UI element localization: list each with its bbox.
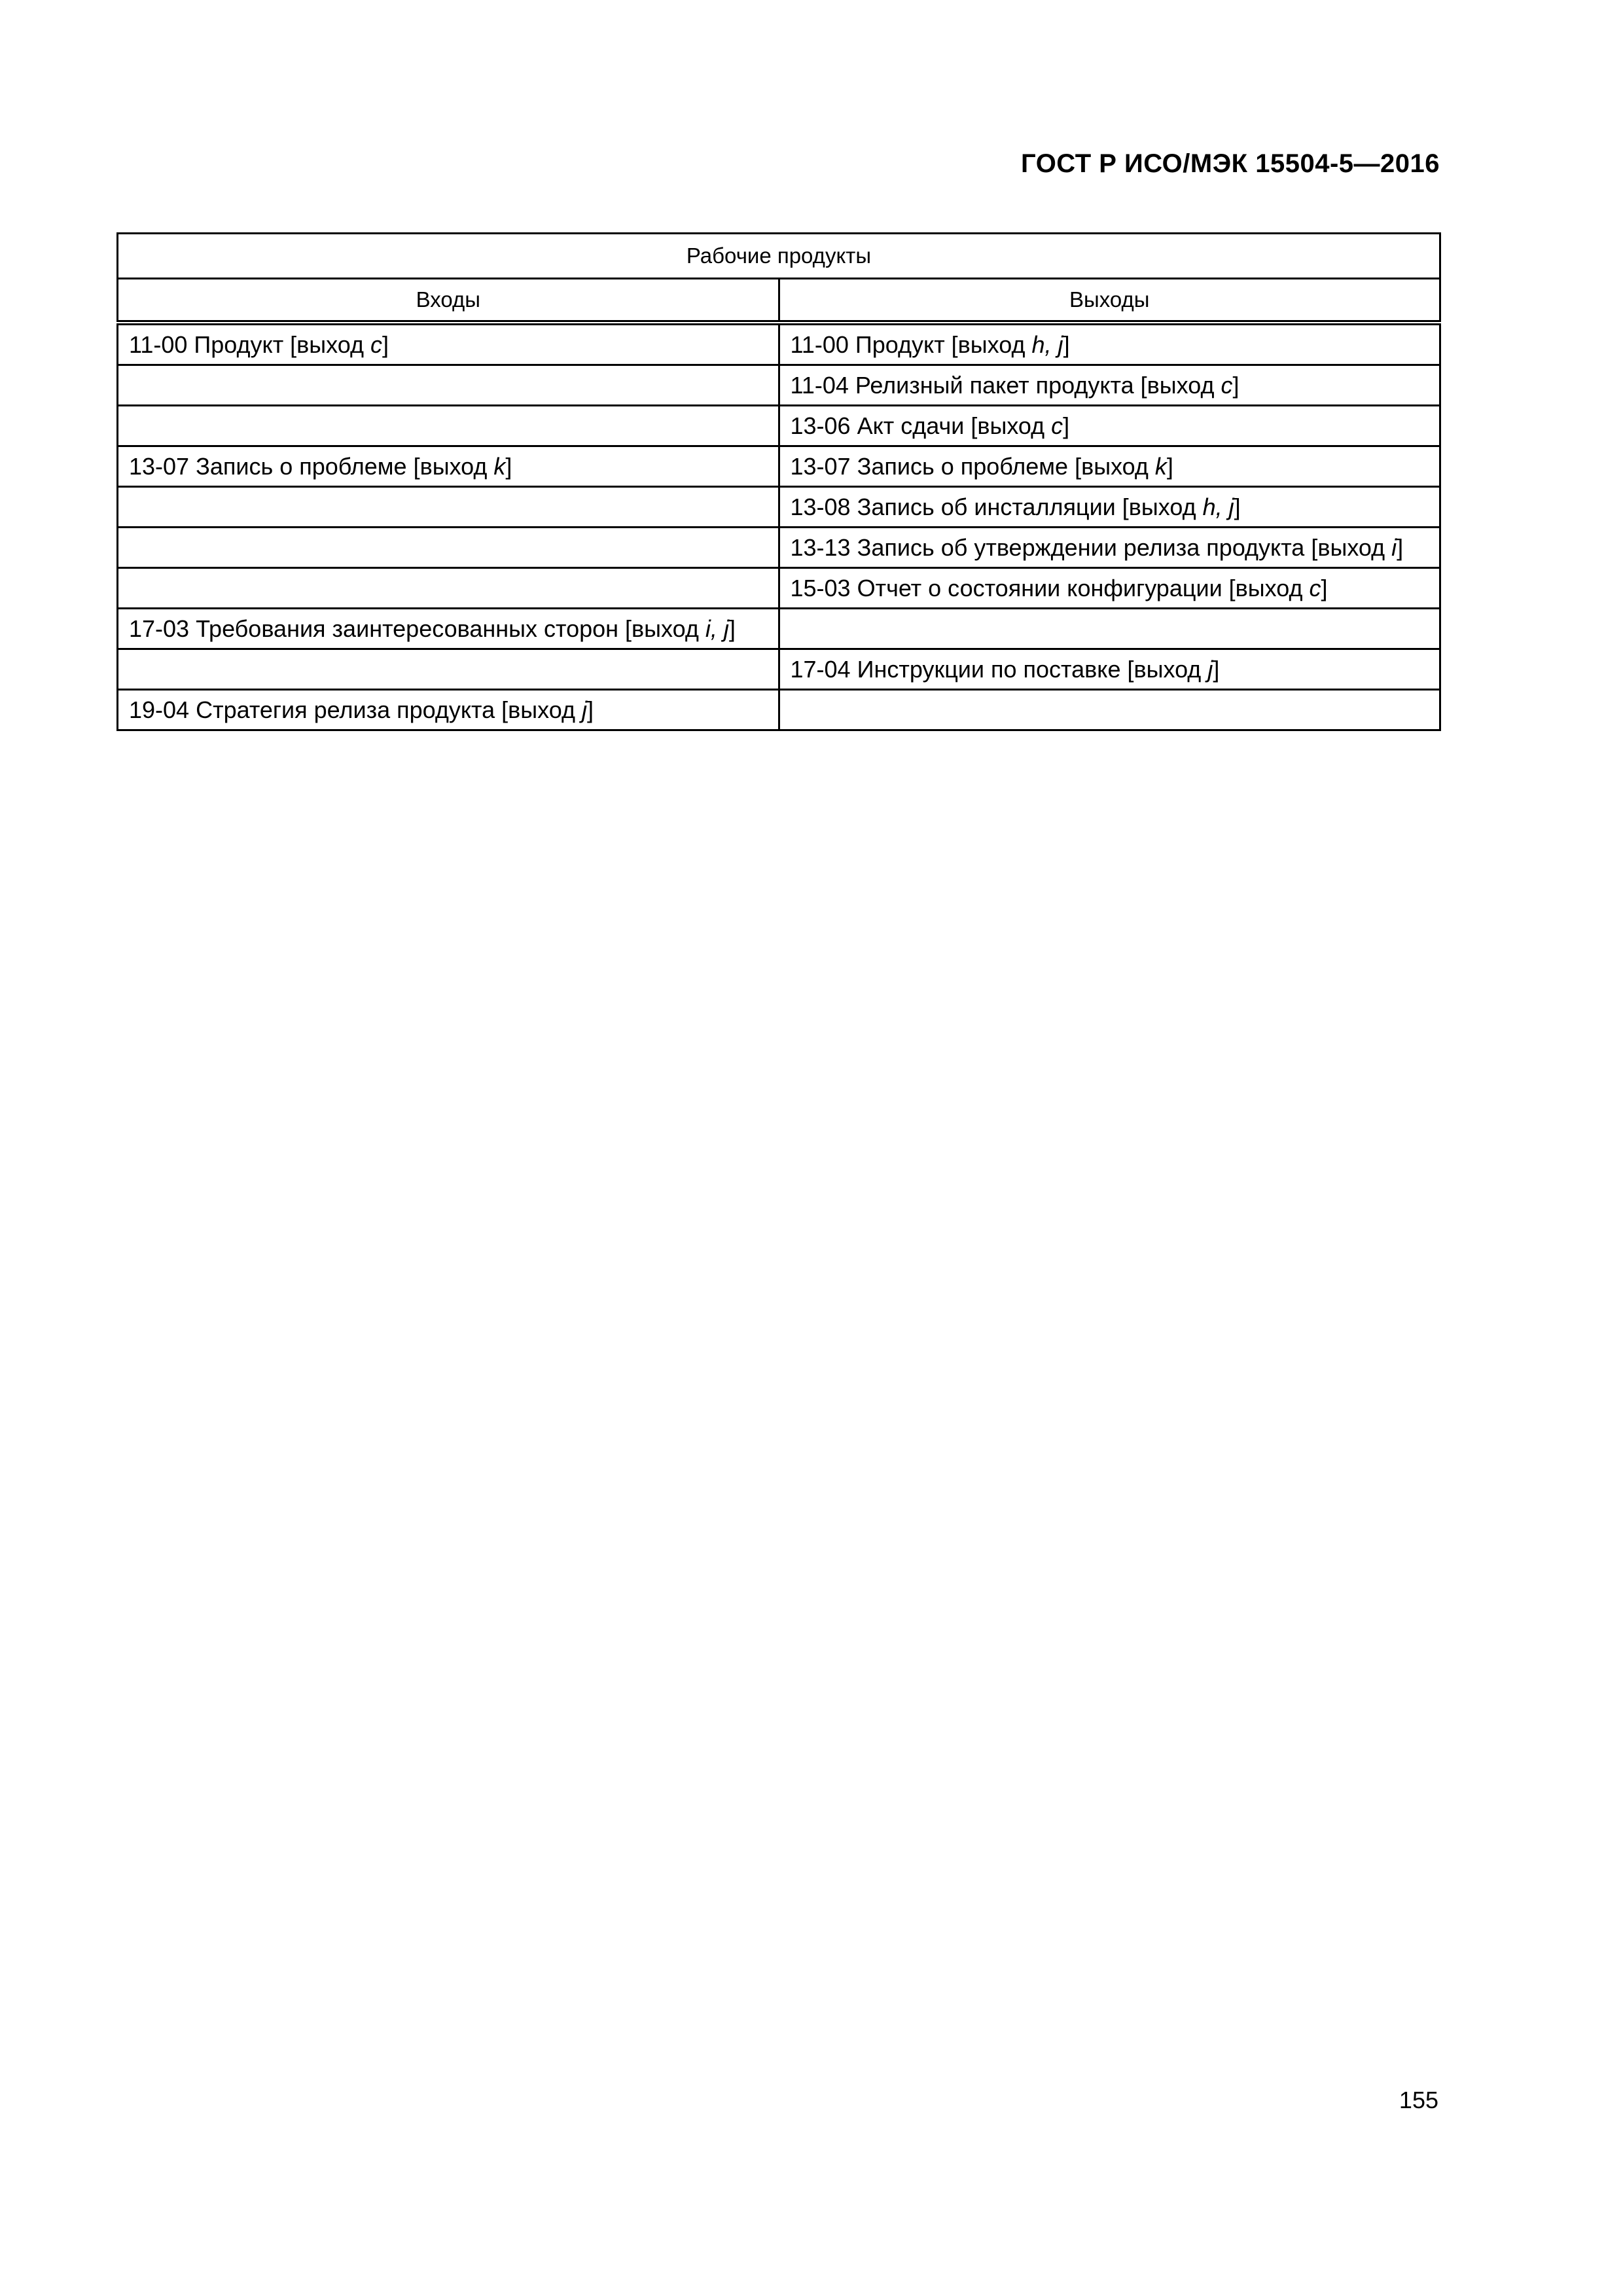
table-row [118, 649, 1440, 690]
input-product-text: 17-03 Требования заинтересованных сторон [выход [129, 615, 705, 642]
output-outcome-ref: j [1207, 655, 1213, 683]
input-cell [118, 568, 779, 609]
input-bracket-close: ] [505, 452, 512, 480]
table-row [118, 365, 1440, 406]
input-outcome-ref: i, j [705, 615, 729, 642]
output-cell [779, 568, 1440, 609]
document-standard-header: ГОСТ Р ИСО/МЭК 15504-5—2016 [1021, 149, 1440, 178]
output-bracket-close: ] [1063, 331, 1070, 358]
table-row [118, 528, 1440, 568]
input-cell [118, 365, 779, 406]
output-cell [779, 487, 1440, 528]
input-outcome-ref: k [493, 452, 506, 480]
output-product-text: 15-03 Отчет о состоянии конфигурации [выход [790, 574, 1310, 601]
input-cell [118, 528, 779, 568]
table-row [118, 446, 1440, 487]
input-bracket-close: ] [587, 696, 594, 723]
table-row [118, 323, 1440, 365]
output-outcome-ref: h, j [1202, 493, 1234, 520]
input-cell [118, 487, 779, 528]
work-products-table [116, 232, 1441, 731]
output-outcome-ref: i [1391, 533, 1397, 561]
input-product-text: 13-07 Запись о проблеме [выход [129, 452, 494, 480]
output-cell [779, 446, 1440, 487]
input-outcome-ref: j [582, 696, 587, 723]
table-title: Рабочие продукты [118, 234, 1440, 279]
output-product-text: 17-04 Инструкции по поставке [выход [790, 655, 1208, 683]
output-bracket-close: ] [1213, 655, 1220, 683]
output-cell [779, 528, 1440, 568]
output-product-text: 11-00 Продукт [выход [790, 331, 1032, 358]
output-cell [779, 690, 1440, 730]
output-cell [779, 365, 1440, 406]
input-cell [118, 649, 779, 690]
table-row [118, 406, 1440, 446]
output-cell [779, 649, 1440, 690]
input-cell [118, 609, 779, 649]
input-bracket-close: ] [728, 615, 736, 642]
output-product-text: 13-07 Запись о проблеме [выход [790, 452, 1155, 480]
input-cell [118, 323, 779, 365]
output-outcome-ref: h, j [1031, 331, 1063, 358]
output-bracket-close: ] [1063, 412, 1070, 439]
table-row [118, 690, 1440, 730]
output-outcome-ref: c [1221, 371, 1233, 399]
input-product-text: 19-04 Стратегия релиза продукта [выход [129, 696, 582, 723]
output-cell [779, 323, 1440, 365]
output-product-text: 13-06 Акт сдачи [выход [790, 412, 1052, 439]
input-outcome-ref: c [370, 331, 383, 358]
table-row [118, 487, 1440, 528]
column-header-outputs: Выходы [779, 279, 1440, 323]
output-cell [779, 406, 1440, 446]
output-cell [779, 609, 1440, 649]
output-bracket-close: ] [1232, 371, 1240, 399]
table-body [118, 323, 1440, 730]
page-number: 155 [1399, 2087, 1438, 2113]
output-bracket-close: ] [1166, 452, 1173, 480]
output-bracket-close: ] [1234, 493, 1241, 520]
output-product-text: 13-08 Запись об инсталляции [выход [790, 493, 1203, 520]
input-cell [118, 406, 779, 446]
output-bracket-close: ] [1397, 533, 1404, 561]
output-bracket-close: ] [1321, 574, 1328, 601]
input-cell [118, 690, 779, 730]
table-row [118, 568, 1440, 609]
table-row [118, 609, 1440, 649]
input-cell [118, 446, 779, 487]
output-outcome-ref: c [1051, 412, 1063, 439]
input-product-text: 11-00 Продукт [выход [129, 331, 371, 358]
output-product-text: 11-04 Релизный пакет продукта [выход [790, 371, 1221, 399]
output-outcome-ref: k [1154, 452, 1167, 480]
input-bracket-close: ] [382, 331, 389, 358]
column-header-inputs: Входы [118, 279, 779, 323]
output-product-text: 13-13 Запись об утверждении релиза продукта [выход [790, 533, 1392, 561]
output-outcome-ref: c [1309, 574, 1321, 601]
